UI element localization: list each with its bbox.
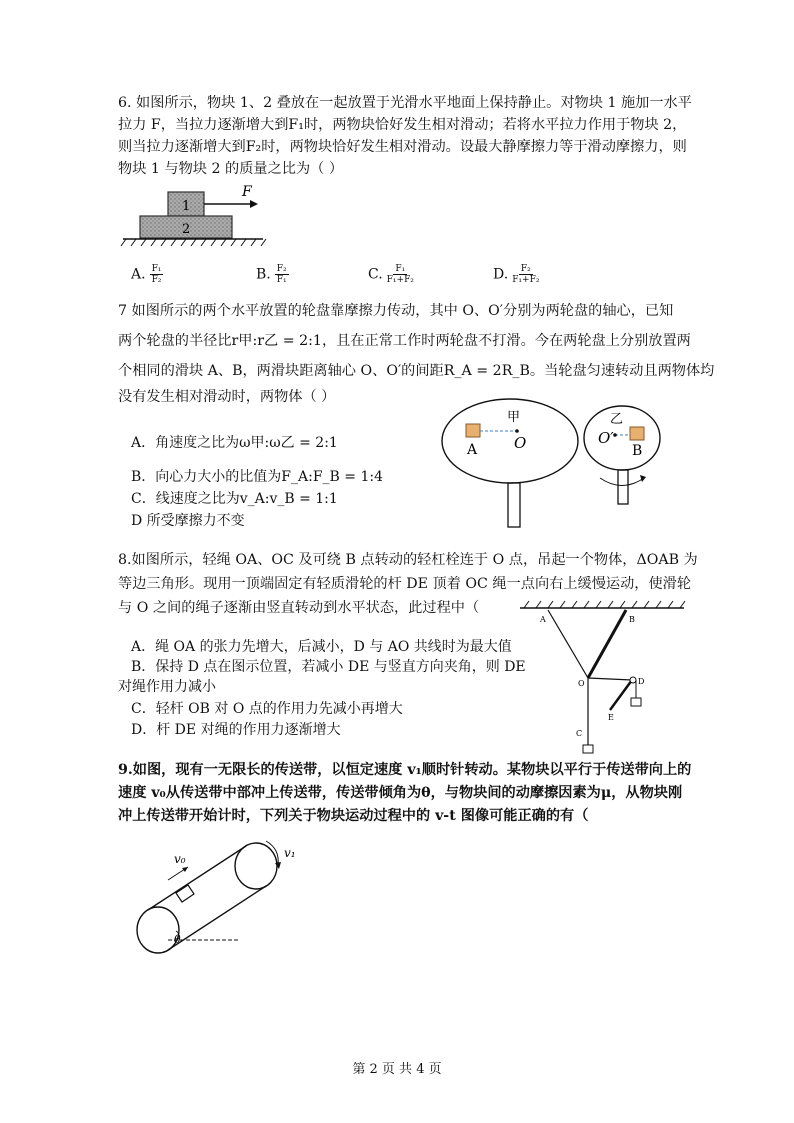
q7-option-a[interactable]: A．角速度之比为ω甲:ω乙 = 2:1	[131, 435, 338, 451]
label-b: B	[629, 615, 635, 624]
q7-option-d[interactable]: D 所受摩擦力不变	[131, 513, 245, 529]
rotation-arrow-icon	[600, 478, 644, 486]
q7-option-c[interactable]: C．线速度之比为v_A:v_B = 1:1	[131, 491, 338, 507]
q8-option-a[interactable]: A．绳 OA 的张力先增大，后减小，D 与 AO 共线时为最大值	[131, 639, 512, 655]
q7-option-b[interactable]: B．向心力大小的比值为F_A:F_B = 1:4	[131, 469, 383, 485]
q7-line-3: 个相同的滑块 A、B，两滑块距离轴心 O、O′的间距R_A = 2R_B。当轮盘匀速转动且两物体均	[118, 363, 715, 379]
rope-oa	[548, 610, 588, 678]
v0-arrow-icon	[182, 867, 188, 872]
pulley-icon	[630, 677, 636, 683]
label-e: E	[608, 713, 614, 722]
q8-option-c[interactable]: C．轻杆 OB 对 O 点的作用力先减小再增大	[131, 701, 403, 717]
label-v1: v₁	[284, 846, 296, 860]
q9-line-1: 9.如图，现有一无限长的传送带，以恒定速度 v₁顺时针转动。某物块以平行于传送带向上的	[118, 762, 692, 778]
q7-line-2: 两个轮盘的半径比r甲:r乙 = 2:1，且在正常工作时两轮盘不打滑。今在两轮盘上分别放置两	[118, 333, 691, 349]
label-o-prime: O′	[598, 429, 614, 447]
label-b: B	[632, 443, 643, 459]
q6-line-3: 则当拉力逐渐增大到F₂时，两物块恰好发生相对滑动。设最大静摩擦力等于滑动摩擦力，则	[118, 139, 687, 155]
force-label: F	[242, 184, 252, 200]
label-a: A	[540, 615, 546, 624]
q8-option-b[interactable]: B．保持 D 点在图示位置，若减小 DE 与竖直方向夹角，则 DE	[131, 659, 526, 675]
q6-option-d[interactable]: D. $\frac{\text{F₂}}{\text{F₁+F₂}}$	[493, 264, 540, 285]
q9-line-3: 冲上传送带开始计时，下列关于物块运动过程中的 v-t 图像可能正确的有（	[118, 808, 589, 824]
label-yi: 乙	[610, 412, 624, 427]
q6-line-1: 6. 如图所示，物块 1、2 叠放在一起放置于光滑水平地面上保持静止。对物块 1 施加一水平	[118, 95, 692, 111]
q7-line-4: 没有发生相对滑动时，两物体（ ）	[118, 389, 336, 405]
label-c: C	[576, 729, 583, 738]
label-v0: v₀	[174, 852, 186, 866]
q9-figure	[128, 835, 308, 960]
rod-ob	[588, 610, 626, 678]
label-o: O	[514, 434, 527, 452]
label-theta: θ	[174, 933, 181, 946]
label-o: O	[578, 679, 585, 688]
q6-line-4: 物块 1 与物块 2 的质量之比为（ ）	[118, 161, 344, 177]
q6-option-a[interactable]: A. $\frac{\text{F₁}}{\text{F₂}}$	[131, 264, 162, 285]
q6-option-b[interactable]: B. $\frac{\text{F₂}}{\text{F₁}}$	[256, 264, 287, 285]
stand-jia	[508, 483, 520, 527]
q8-figure	[512, 600, 687, 760]
force-arrow-icon	[250, 200, 258, 208]
page-footer: 第 2 页 共 4 页	[352, 1062, 442, 1077]
label-jia: 甲	[507, 410, 521, 425]
q8-option-d[interactable]: D．杆 DE 对绳的作用力逐渐增大	[131, 722, 341, 738]
q8-option-b-continued: 对绳作用力减小	[118, 679, 216, 695]
block-1-label: 1	[182, 199, 191, 214]
hanging-weight	[583, 745, 593, 753]
q6-figure	[118, 182, 268, 252]
q8-line-1: 8.如图所示，轻绳 OA、OC 及可绕 B 点转动的轻杠栓连于 O 点，吊起一个物体，ΔOAB 为	[118, 552, 698, 568]
label-a: A	[467, 442, 478, 458]
label-d: D	[638, 677, 645, 686]
q8-line-2: 等边三角形。现用一顶端固定有轻质滑轮的杆 DE 顶着 OC 绳一点向右上缓慢运动，使滑轮	[118, 576, 692, 592]
belt-block	[176, 885, 194, 902]
q7-figure	[440, 395, 680, 535]
block-2-label: 2	[182, 222, 191, 237]
q7-line-1: 7 如图所示的两个水平放置的轮盘靠摩擦力传动，其中 O、O′分别为两轮盘的轴心，已知	[118, 303, 674, 319]
q8-line-3: 与 O 之间的绳子逐渐由竖直转动到水平状态，此过程中（	[118, 600, 480, 616]
q9-line-2: 速度 v₀从传送带中部冲上传送带，传送带倾角为θ，与物块间的动摩擦因素为μ，从物块刚	[118, 785, 683, 801]
q6-line-2: 拉力 F，当拉力逐渐增大到F₁时，两物块恰好发生相对滑动；若将水平拉力作用于物块 2，	[118, 117, 687, 133]
block-b	[630, 427, 644, 440]
stand-yi	[618, 470, 628, 504]
rod-de	[610, 680, 632, 710]
block-a	[466, 424, 480, 437]
belt-top	[148, 846, 246, 910]
q6-option-c[interactable]: C. $\frac{\text{F₁}}{\text{F₁+F₂}}$	[368, 264, 414, 285]
rope-od	[588, 678, 632, 680]
